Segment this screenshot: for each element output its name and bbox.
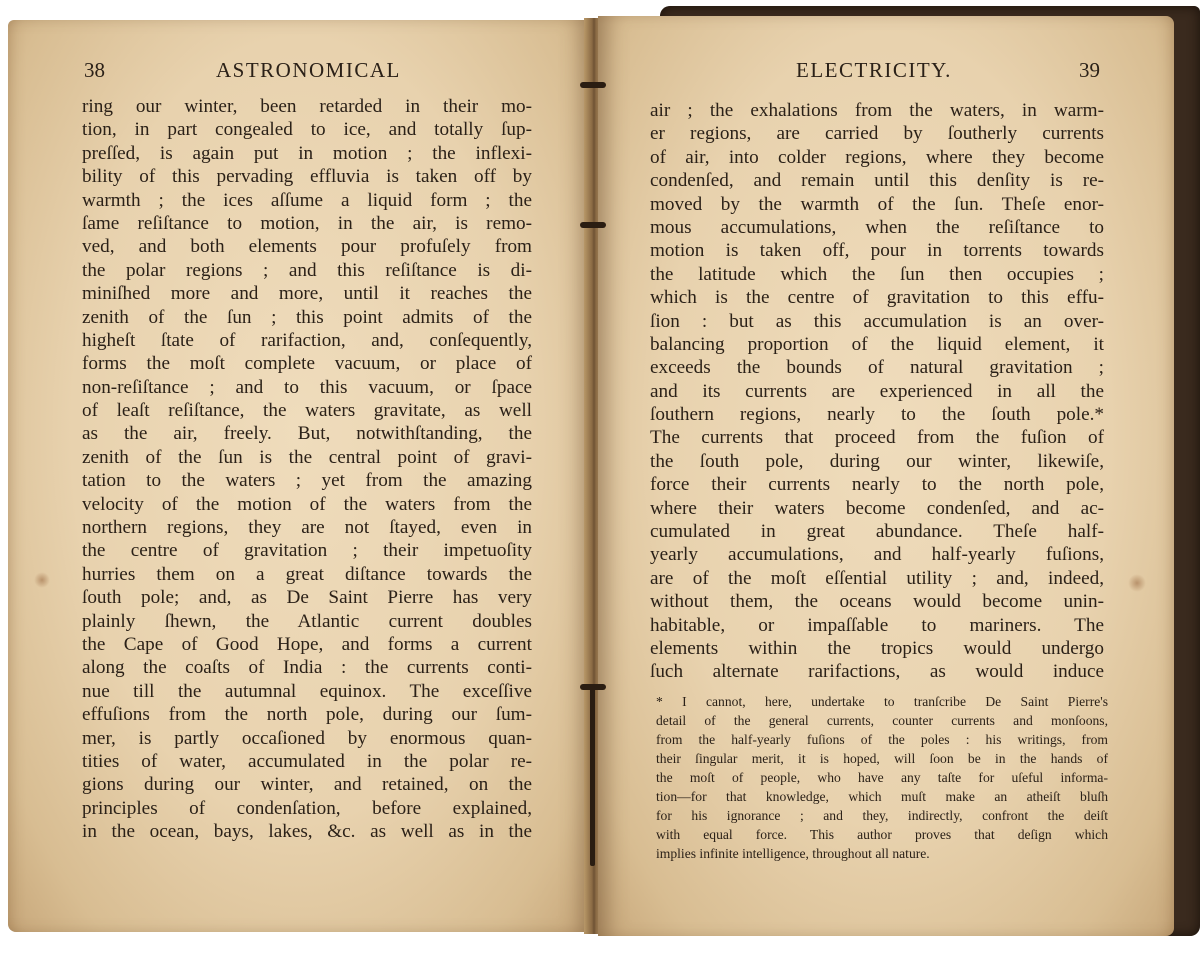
left-page-body <box>82 95 532 844</box>
text-line: The currents that proceed from the fuſion of <box>650 427 1104 449</box>
right-page-footnote <box>656 692 1108 863</box>
footnote-line: * I cannot, here, undertake to tranſcribe De Saint Pierre's <box>656 694 1108 709</box>
text-line: zenith of the ſun ; this point admits of the <box>82 306 532 328</box>
text-line: along the coaſts of India : the currents conti- <box>82 657 532 679</box>
text-line: non-reſiſtance ; and to this vacuum, or ſpace <box>82 376 532 398</box>
footnote-line: tion—for that knowledge, which muſt make an atheiſt bluſh <box>656 789 1108 804</box>
text-line: ring our winter, been retarded in their mo- <box>82 96 532 117</box>
footnote-line: from the half-yearly fuſions of the poles : his writings, from <box>656 732 1108 747</box>
footnote-line: for his ignorance ; and they, indirectly, confront the deiſt <box>656 808 1108 823</box>
right-page <box>598 16 1174 936</box>
text-line: the centre of gravitation ; their impetuoſity <box>82 540 532 562</box>
text-line: principles of condenſation, before explained, <box>82 797 532 819</box>
text-line: tation to the waters ; yet from the amazing <box>82 470 532 492</box>
text-line: condenſed, and remain until this denſity is re- <box>650 170 1104 192</box>
left-running-head: ASTRONOMICAL <box>216 58 401 82</box>
right-page-body <box>650 99 1104 684</box>
footnote-line: with equal force. This author proves that deſign which <box>656 827 1108 842</box>
text-line: ſion : but as this accumulation is an over- <box>650 310 1104 332</box>
footnote-line: detail of the general currents, counter currents and monſoons, <box>656 713 1108 728</box>
text-line: are of the moſt eſſential utility ; and, indeed, <box>650 567 1104 589</box>
text-line: where their waters become condenſed, and ac- <box>650 497 1104 519</box>
text-line: ved, and both elements pour profuſely from <box>82 236 532 258</box>
text-line: motion is taken off, pour in torrents towards <box>650 240 1104 262</box>
footnote-line: the moſt of people, who have any taſte for uſeful informa- <box>656 770 1108 785</box>
text-line: habitable, or impaſſable to mariners. The <box>650 614 1104 636</box>
text-line: air ; the exhalations from the waters, in warm- <box>650 100 1104 121</box>
text-line: preſſed, is again put in motion ; the inflexi- <box>82 142 532 164</box>
text-line: the ſouth pole, during our winter, likewiſe, <box>650 450 1104 472</box>
text-line: of air, into colder regions, where they become <box>650 146 1104 168</box>
text-line: effuſions from the north pole, during our ſum- <box>82 704 532 726</box>
text-line: tities of water, accumulated in the polar re- <box>82 750 532 772</box>
text-line: of leaſt reſiſtance, the waters gravitate, as well <box>82 400 532 422</box>
text-line: nue till the autumnal equinox. The exceſſive <box>82 680 532 702</box>
text-line: forms the moſt complete vacuum, or place of <box>82 353 532 375</box>
text-line: force their currents nearly to the north pole, <box>650 474 1104 496</box>
text-line: warmth ; the ices aſſume a liquid form ; the <box>82 189 532 211</box>
text-line: plainly ſhewn, the Atlantic current doubles <box>82 610 532 632</box>
text-line: which is the centre of gravitation to this effu- <box>650 287 1104 309</box>
text-line: the Cape of Good Hope, and forms a current <box>82 633 532 655</box>
binding-thread <box>590 686 595 866</box>
text-line: ſuch alternate rarifactions, as would induce <box>650 661 1104 683</box>
foxing-spot <box>1128 574 1146 592</box>
text-line: moved by the warmth of the ſun. Theſe enor- <box>650 193 1104 215</box>
text-line: ſouth pole; and, as De Saint Pierre has very <box>82 587 532 609</box>
text-line: er regions, are carried by ſoutherly currents <box>650 123 1104 145</box>
footnote-line: implies infinite intelligence, throughout all nature. <box>656 846 930 861</box>
text-line: elements within the tropics would undergo <box>650 637 1104 659</box>
text-line: balancing proportion of the liquid element, it <box>650 333 1104 355</box>
text-line: zenith of the ſun is the central point of gravi- <box>82 446 532 468</box>
text-line: without them, the oceans would become unin- <box>650 591 1104 613</box>
text-line: exceeds the bounds of natural gravitation ; <box>650 357 1104 379</box>
binding-stitch <box>580 82 606 88</box>
text-line: the latitude which the ſun then occupies ; <box>650 263 1104 285</box>
text-line: northern regions, they are not ſtayed, even in <box>82 517 532 539</box>
text-line: mous accumulations, when the reſiſtance to <box>650 216 1104 238</box>
text-line: the polar regions ; and this reſiſtance is di- <box>82 259 532 281</box>
right-page-number: 39 <box>1079 58 1100 82</box>
text-line: bility of this pervading effluvia is taken off by <box>82 166 532 188</box>
text-line: mer, is partly occaſioned by enormous quan- <box>82 727 532 749</box>
left-page-number: 38 <box>84 58 105 82</box>
text-line: as the air, freely. But, notwithſtanding, the <box>82 423 532 445</box>
text-line: miniſhed more and more, until it reaches the <box>82 283 532 305</box>
footnote-line: their ſingular merit, it is hoped, will ſoon be in the hands of <box>656 751 1108 766</box>
text-line: and its currents are experienced in all the <box>650 380 1104 402</box>
left-page <box>8 20 590 932</box>
right-running-head: ELECTRICITY. <box>796 58 952 82</box>
binding-stitch <box>580 222 606 228</box>
text-line: higheſt ſtate of rarifaction, and, conſequently, <box>82 329 532 351</box>
text-line: hurries them on a great diſtance towards the <box>82 563 532 585</box>
text-line: cumulated in great abundance. Theſe half- <box>650 521 1104 543</box>
text-line: gions during our winter, and retained, on the <box>82 774 532 796</box>
text-line: ſame reſiſtance to motion, in the air, is remo- <box>82 212 532 234</box>
text-line: velocity of the motion of the waters from the <box>82 493 532 515</box>
foxing-spot <box>34 572 50 588</box>
text-line: ſouthern regions, nearly to the ſouth pole.* <box>650 404 1104 426</box>
text-line: yearly accumulations, and half-yearly fuſions, <box>650 544 1104 566</box>
text-line: tion, in part congealed to ice, and totally ſup- <box>82 119 532 141</box>
text-line: in the ocean, bays, lakes, &c. as well as in the <box>82 821 532 843</box>
